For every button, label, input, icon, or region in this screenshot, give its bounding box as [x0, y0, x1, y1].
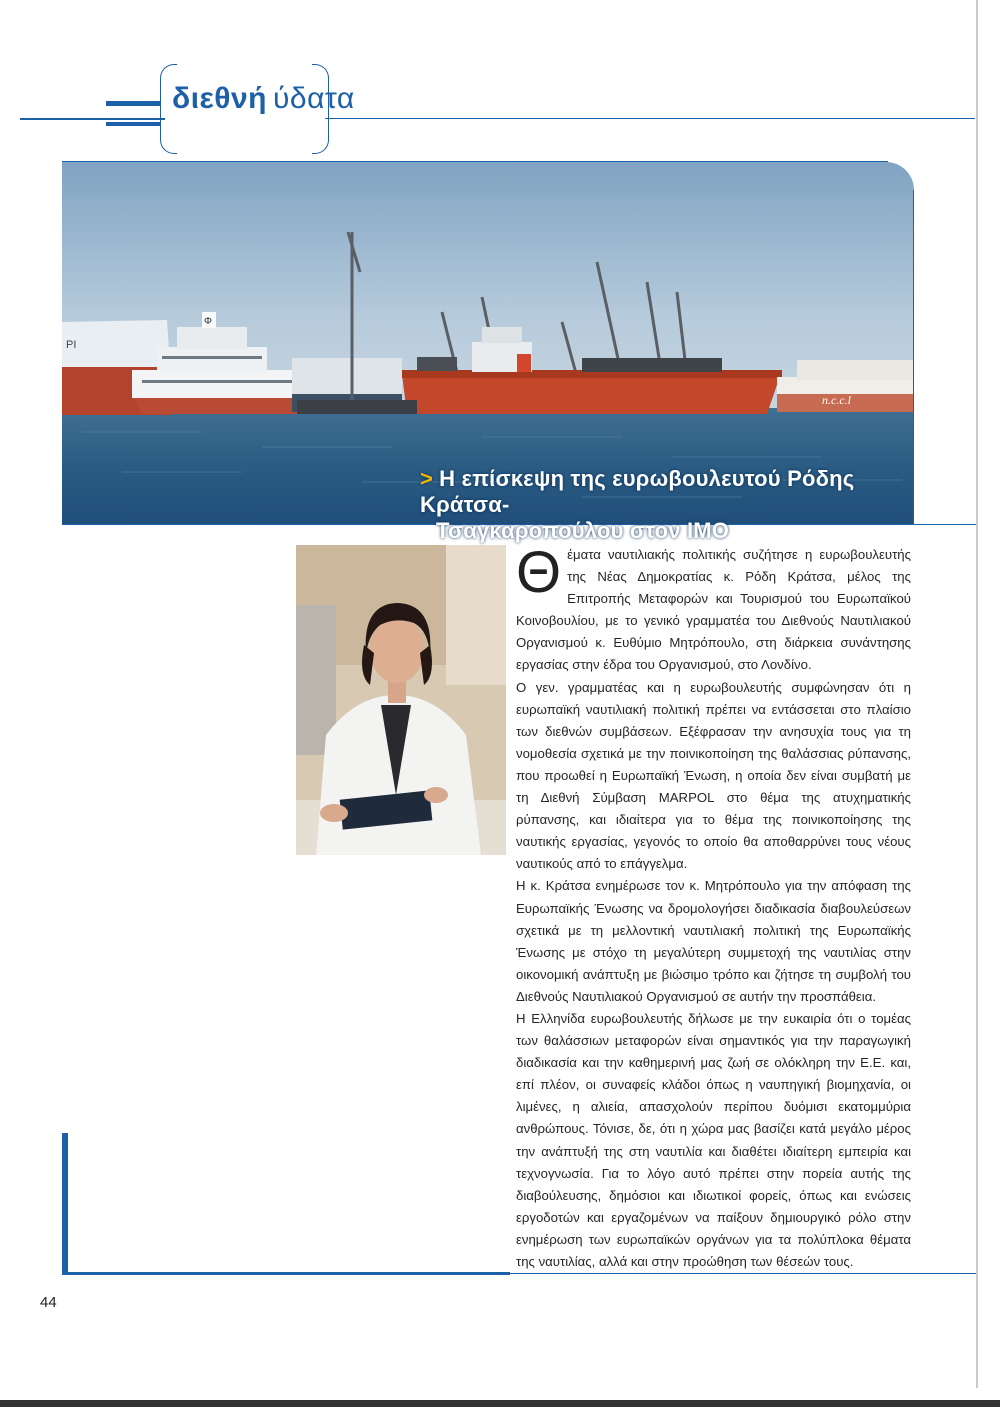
bottom-rule-thin [510, 1273, 978, 1274]
paragraph-1-text: έματα ναυτιλιακής πολιτικής συζήτησε η ευρωβουλευτής της Νέας Δημοκρατίας κ. Ρόδη Κράτσα, μέλος της Επιτροπής Μεταφορών και Τουρισμού του Ευρωπαϊκού Κοινοβουλίου, με το γενικό γραμματέα του Διεθνούς Ναυτιλιακού Οργανισμού κ. Ευθύμιο Μητρόπουλο, στη διάρκεια συνάντησης εργασίας στην έδρα του Οργανισμού, στο Λονδίνο. [516, 547, 911, 673]
portrait-illustration [296, 545, 506, 855]
portrait-photo [296, 545, 506, 855]
dropcap: Θ [516, 540, 562, 605]
header-rule-bottom [106, 122, 161, 126]
paragraph-1 [516, 540, 911, 677]
ship-marking-right: n.c.c.l [822, 393, 851, 407]
scan-edge-bottom [0, 1400, 1000, 1407]
left-accent-bar [62, 1133, 68, 1273]
bottom-rule-thick [62, 1272, 510, 1275]
header-rule-top [106, 101, 161, 106]
paragraph-3: Η κ. Κράτσα ενημέρωσε τον κ. Μητρόπουλο για την απόφαση της Ευρωπαϊκής Ένωσης να δρομολογήσει διαδικασία διαβουλεύσεων σχετικά με τη μελλοντική ναυτιλιακή πολιτική της Ευρωπαϊκής Ένωσης με στόχο τη μεγαλύτερη συμμετοχή της ναυτιλίας στην οικονομική ανάπτυξη με βιώσιμο τρόπο και ζήτησε τη συμβολή του Διεθνούς Ναυτιλιακού Οργανισμού σε αυτήν την προσπάθεια. [516, 878, 911, 1004]
section-title-light: ύδατα [273, 82, 355, 115]
scan-edge-right [976, 0, 978, 1388]
page-number: 44 [40, 1294, 57, 1311]
hero-frame-top [62, 161, 888, 162]
header-rule-left [20, 118, 165, 120]
paragraph-2: Ο γεν. γραμματέας και η ευρωβουλευτής συμφώνησαν ότι η ευρωπαϊκή ναυτιλιακή πολιτική πρέπει να εντάσσεται στο πλαίσιο των διεθνών συμβάσεων. Εξέφρασαν την ανησυχία τους για τη νομοθεσία σχετικά με την ποινικοποίηση της θαλάσσιας ρύπανσης, που προωθεί η Ευρωπαϊκή Ένωση, η οποία δεν είναι συμβατή με τη Διεθνή Σύμβαση MARPOL στο θέμα της ατυχηματικής ρύπανσης, και ιδιαίτερα για το θέμα της ποινικοποίησης της ναυτικής εργασίας, γεγονός το οποίο θα αποθαρρύνει τους νέους ναυτικούς από το επάγγελμα. [516, 679, 911, 872]
pier [297, 400, 417, 414]
section-title [172, 82, 355, 116]
headline-arrow: > [420, 466, 434, 491]
article-headline [420, 466, 940, 544]
ship-marking-left: ΡΙ [66, 339, 77, 351]
ship-funnel-logo: Φ [204, 316, 212, 327]
headline-line2: Τσαγκαροπούλου στον ΙΜΟ [436, 518, 730, 543]
section-title-bold: διεθνή [172, 82, 267, 115]
header-rule-right [325, 118, 975, 119]
ship-right-ferry [777, 360, 914, 412]
article-body [516, 540, 911, 1273]
headline-line1: Η επίσκεψη της ευρωβουλευτού Ρόδης Κράτσα- [420, 466, 855, 517]
paragraph-4: Η Ελληνίδα ευρωβουλευτής δήλωσε με την ευκαιρία ότι ο τομέας των θαλάσσιων μεταφορών είναι σημαντικός για την παραγωγική διαδικασία και την καθημερινή μας ζωή σε ολόκληρη την Ε.Ε. και, επί πλέον, οι συναφείς κλάδοι όπως η ναυπηγική βιομηχανία, οι λιμένες, η αλιεία, απασχολούν περίπου δυόμισι εκατομμύρια ανθρώπους. Τόνισε, δε, ότι η χώρα μας βασίζει κατά μεγάλο μέρος την ανάπτυξή της στη ναυτιλία και διαθέτει ιδιαίτερη εμπειρία και τεχνογνωσία. Για το λόγο αυτό πρέπει στην πορεία αυτής της διαβούλευσης, δημόσιοι και ιδιωτικοί φορείς, όπως και ενώσεις εργοδοτών και εργαζομένων να παίξουν δημιουργικό ρόλο στην ενημέρωση των ευρωπαϊκών οργάνων για τα πολύπλοκα θέματα της ναυτιλίας, αλλά και στην προώθηση των θέσεών τους. [516, 1010, 911, 1269]
